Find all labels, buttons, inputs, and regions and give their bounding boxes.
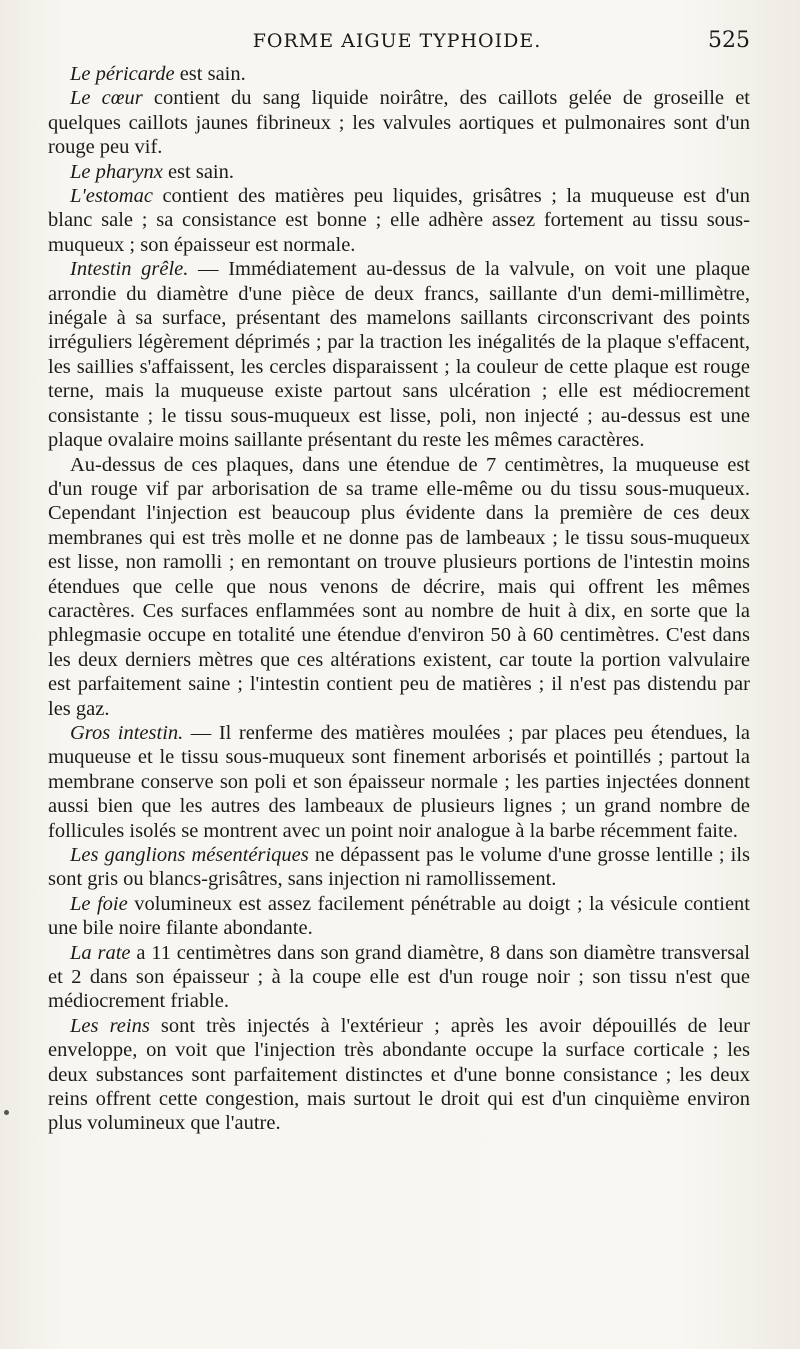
paragraph-rate (48, 941, 750, 1014)
page-number: 525 (708, 28, 750, 53)
paragraph-text: est sain. (174, 63, 246, 85)
paragraph-ganglions (48, 843, 750, 892)
paragraph-lead: Gros intestin. (70, 721, 184, 744)
paragraph-lead: Le foie (70, 892, 128, 915)
paragraph-text: — Immédiatement au-dessus de la valvule, on voit une plaque arrondie du diamètre d'une pièce de deux francs, saillante d'un demi-millimètre, inégale à sa surface, présentant des mamelons saillants circonscrivant des points irréguliers légèrement déprimés ; par la traction les inégalités de la plaque s'effacent, les saillies s'affaissent, les cercles disparaissent ; la couleur de cette plaque est rouge terne, mais la muqueuse existe partout sans ulcération ; elle est médiocrement consistante ; le tissu sous-muqueux est lisse, poli, non injecté ; au-dessus est une plaque ovalaire moins saillante présentant du reste les mêmes caractères. (48, 258, 750, 452)
paragraph-text: est sain. (162, 160, 234, 183)
paragraph-reins (48, 1014, 750, 1136)
ink-spot (4, 1110, 9, 1115)
paragraph-lead: Les reins (70, 1014, 150, 1037)
paragraph-text: Au-dessus de ces plaques, dans une étendue de 7 centimètres, la muqueuse est d'un rouge vif par arborisation de sa trame elle-même ou du tissu sous-muqueux. Cependant l'injection est beaucoup plus évidente dans la première de ces deux membranes qui est très molle et ne donne pas de lambeaux ; le tissu sous-muqueux est lisse, non ramolli ; en remontant on trouve plusieurs portions de l'intestin moins étendues que celle que nous venons de décrire, mais qui offrent les mêmes caractères. Ces surfaces enflammées sont au nombre de huit à dix, en sorte que la phlegmasie occupe en totalité une étendue d'environ 50 à 60 centimètres. C'est dans les deux derniers mètres que ces altérations existent, car toute la portion valvulaire est parfaitement saine ; l'intestin contient peu de matières ; il n'est pas distendu par les gaz. (48, 453, 750, 720)
paragraph-gros-intestin (48, 721, 750, 843)
paragraph-coeur (48, 86, 750, 159)
paragraph-text: contient du sang liquide noirâtre, des caillots gelée de groseille et quelques caillots jaunes fibrineux ; les valvules aortiques et pulmonaires sont d'un rouge peu vif. (48, 87, 750, 159)
paragraph-lead: Le cœur (70, 87, 143, 110)
paragraph-lead: Le pharynx (70, 160, 163, 183)
paragraph-pericarde (48, 62, 750, 86)
paragraph-intestin-grele (48, 257, 750, 452)
paragraph-text: ne dépassent pas le volume d'une grosse lentille ; ils sont gris ou blancs-grisâtres, sans injection ni ramollissement. (48, 844, 751, 891)
paragraph-lead: La rate (70, 941, 131, 964)
paragraph-foie (48, 892, 750, 941)
running-title: FORME AIGUE TYPHOIDE. (252, 30, 542, 52)
paragraph-lead: Les ganglions mésentériques (70, 844, 309, 866)
paragraph-lead: L'estomac (70, 185, 153, 208)
paragraph-lead: Intestin grêle. (70, 258, 189, 281)
body-text (48, 62, 750, 1136)
paragraph-estomac (48, 184, 750, 257)
paragraph-plaques (48, 453, 750, 721)
paragraph-text: a 11 centimètres dans son grand diamètre, 8 dans son diamètre transversal et 2 dans son épaisseur ; à la coupe elle est d'un rouge noir ; son tissu n'est que médiocrement friable. (48, 941, 750, 1013)
paragraph-text: — Il renferme des matières moulées ; par places peu étendues, la muqueuse et le tissu sous-muqueux sont finement arborisés et pointillés ; partout la membrane conserve son poli et son épaisseur normale ; les parties injectées donnent aussi bien que les autres des lambeaux de plusieurs lignes ; un grand nombre de follicules isolés se montrent avec un point noir analogue à la barbe récemment faite. (48, 721, 751, 842)
paragraph-text: volumineux est assez facilement pénétrable au doigt ; la vésicule contient une bile noire filante abondante. (48, 892, 750, 940)
paragraph-text: contient des matières peu liquides, grisâtres ; la muqueuse est d'un blanc sale ; sa consistance est bonne ; elle adhère assez fortement au tissu sous-muqueux ; son épaisseur est normale. (48, 185, 750, 256)
paragraph-lead: Le péricarde (70, 63, 175, 85)
paragraph-text: sont très injectés à l'extérieur ; après les avoir dépouillés de leur enveloppe, on voit que l'injection très abondante occupe la surface corticale ; les deux substances sont parfaitement distinctes et d'une bonne consistance ; les deux reins offrent cette congestion, mais surtout le droit qui est d'un cinquième environ plus volumineux que l'autre. (48, 1014, 750, 1135)
running-head (44, 30, 750, 60)
paragraph-pharynx (48, 160, 750, 184)
